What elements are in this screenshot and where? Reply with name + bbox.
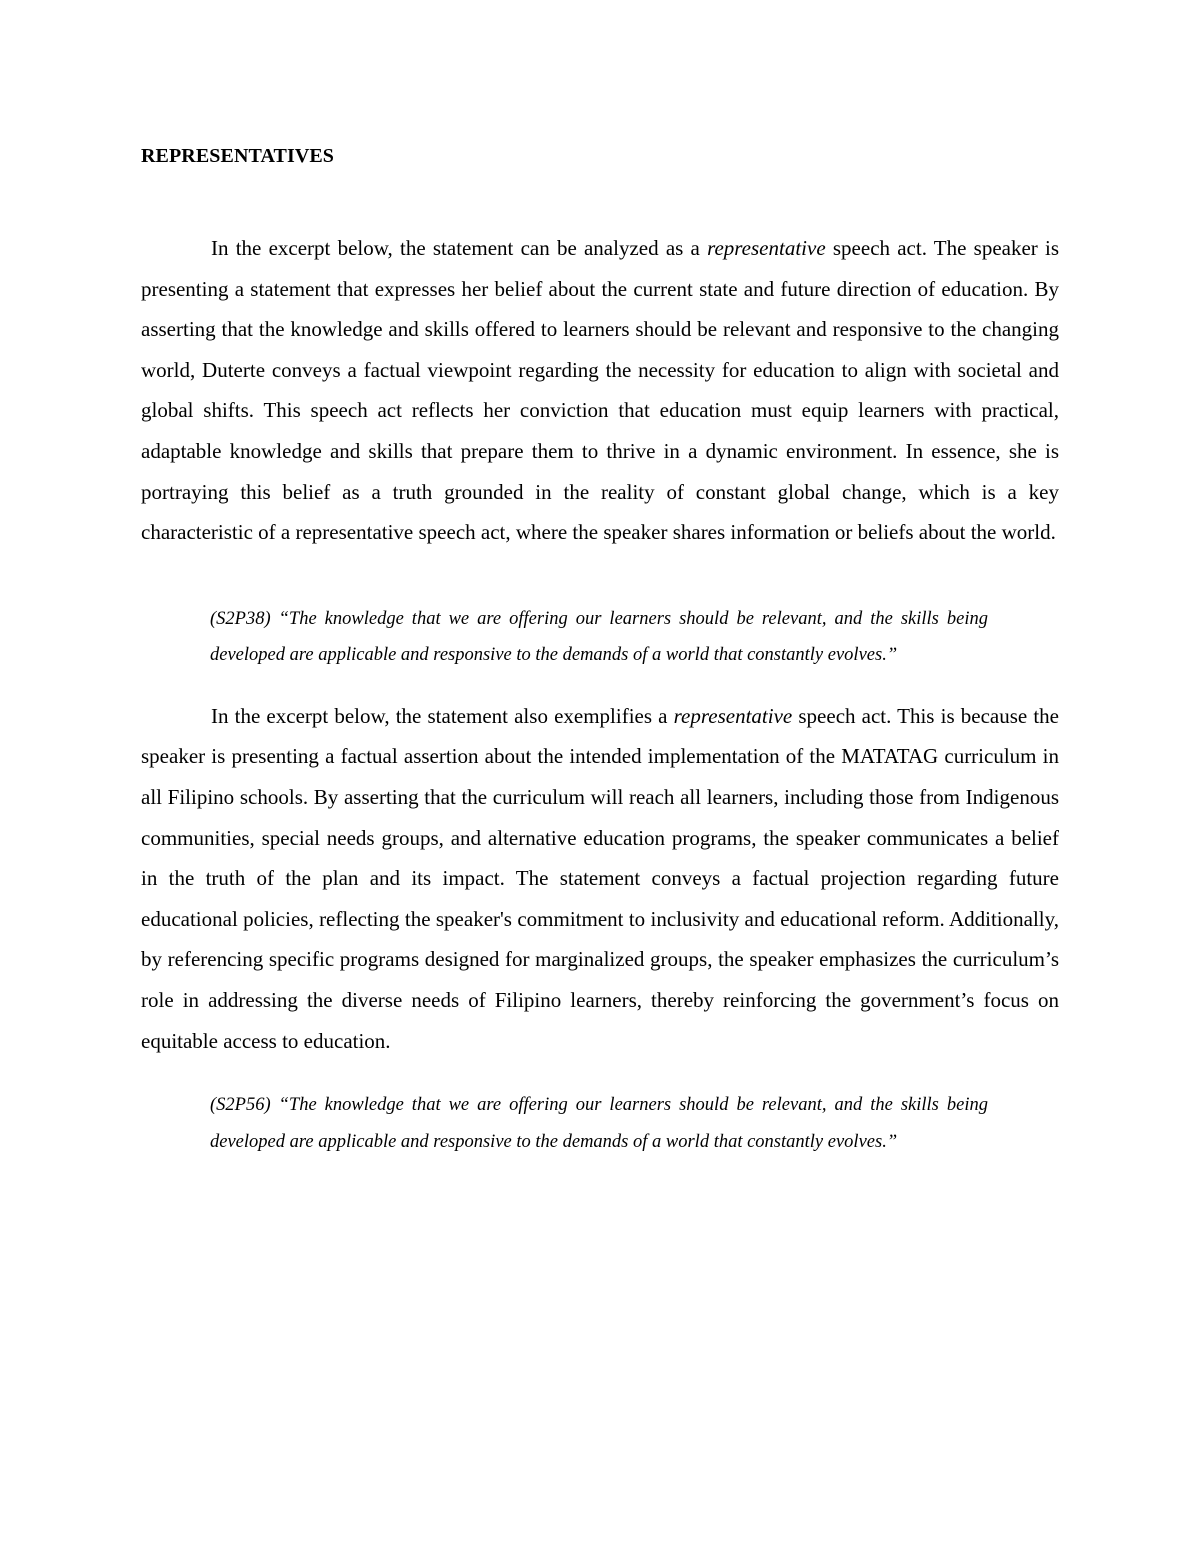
- paragraph-1: [141, 228, 1059, 553]
- paragraph-1-text-start: In the excerpt below, the statement can be analyzed as a: [211, 236, 708, 260]
- block-quote-2: (S2P56) “The knowledge that we are offering our learners should be relevant, and the skills being developed are applicable and responsive to the demands of a world that constantly evolves.”: [210, 1095, 988, 1152]
- paragraph-1-text-end: speech act. The speaker is presenting a statement that expresses her belief about the current state and future direction of education. By asserting that the knowledge and skills offered to learners should be relevant and responsive to the changing world, Duterte conveys a factual viewpoint regarding the necessity for education to align with societal and global shifts. This speech act reflects her conviction that education must equip learners with practical, adaptable knowledge and skills that prepare them to thrive in a dynamic environment. In essence, she is portraying this belief as a truth grounded in the reality of constant global change, which is a key characteristic of a representative speech act, where the speaker shares information or beliefs about the world.: [141, 236, 1060, 545]
- document-page: [141, 142, 1059, 1160]
- paragraph-2-text-start: In the excerpt below, the statement also exemplifies a: [211, 703, 674, 728]
- paragraph-1-italic-term: representative: [707, 236, 826, 260]
- section-heading: REPRESENTATIVES: [141, 145, 335, 167]
- paragraph-2-italic-term: representative: [673, 703, 793, 728]
- block-quote-1: (S2P38) “The knowledge that we are offering our learners should be relevant, and the skills being developed are applicable and responsive to the demands of a world that constantly evolves.”: [210, 608, 988, 666]
- paragraph-2: [141, 696, 1059, 1061]
- paragraph-2-text-end: speech act. This is because the speaker is presenting a factual assertion about the intended implementation of the MATATAG curriculum in all Filipino schools. By asserting that the curriculum will reach all learners, including those from Indigenous communities, special needs groups, and alternative education programs, the speaker communicates a belief in the truth of the plan and its impact. The statement conveys a factual projection regarding future educational policies, reflecting the speaker's commitment to inclusivity and educational reform. Additionally, by referencing specific programs designed for marginalized groups, the speaker emphasizes the curriculum’s role in addressing the diverse needs of Filipino learners, thereby reinforcing the government’s focus on equitable access to education.: [141, 703, 1060, 1053]
